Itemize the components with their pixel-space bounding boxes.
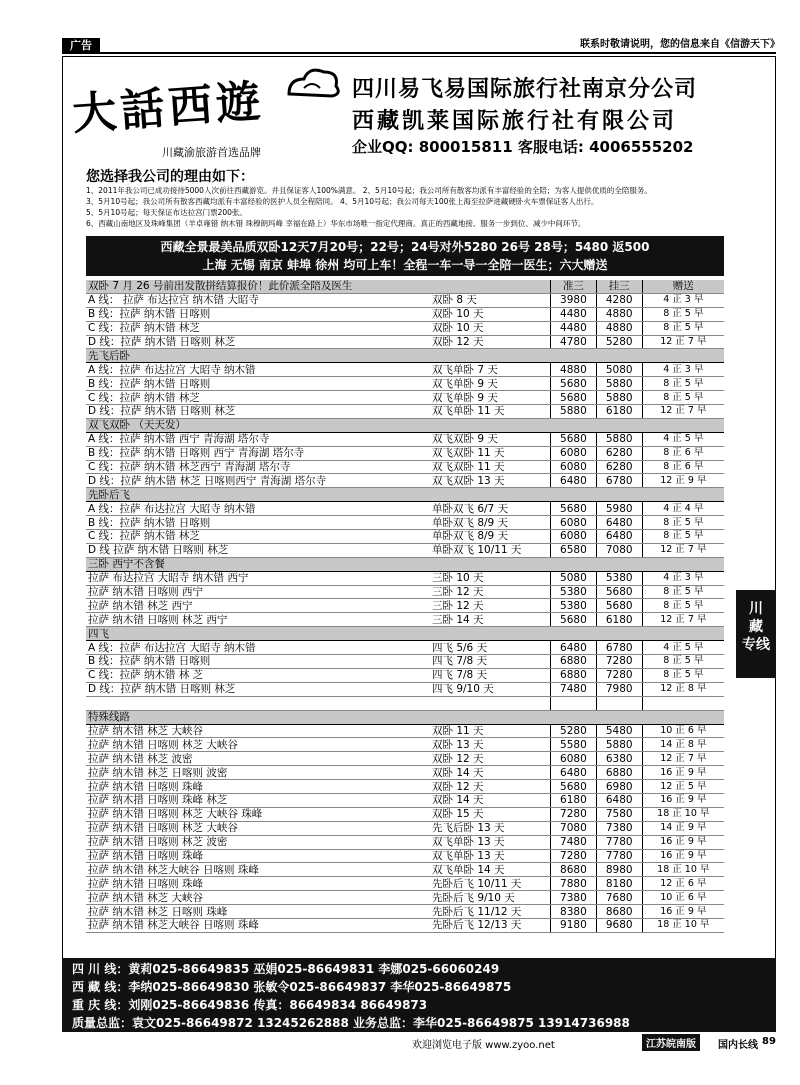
price-zhunsan-cell: 6080 [551,516,597,530]
route-cell: 拉萨 纳木错 林芝 大峡谷 [86,724,430,738]
logo [72,64,344,164]
route-cell: A 线：拉萨 布达拉宫 大昭寺 纳木错 [86,641,430,655]
route-cell: 拉萨 纳木错 林芝 波密 [86,752,430,766]
duration-cell: 先卧后飞 12/13 天 [430,918,551,932]
price-zhunsan-cell: 7080 [551,821,597,835]
duration-cell: 单卧双飞 6/7 天 [430,502,551,516]
reason-line: 3、5月10号起；我公司所有散客西藏均派有丰富经验的医护人员全程陪同。 4、5月10号起；我公司每天100张上海至拉萨进藏硬卧火车票保证客人出行。 [86,197,599,206]
price-zhunsan-cell: 7380 [551,891,597,905]
price-guasan-cell: 5380 [596,571,642,585]
table-row [86,293,724,307]
gift-cell: 8 正 5 早 [642,599,724,613]
price-guasan-cell: 6480 [596,793,642,807]
price-guasan-cell: 5880 [596,377,642,391]
route-cell: A 线：拉萨 布达拉宫 大昭寺 纳木错 [86,363,430,377]
price-zhunsan-cell: 5680 [551,432,597,446]
price-guasan-cell: 5480 [596,724,642,738]
price-zhunsan-cell: 7480 [551,682,597,696]
price-zhunsan-cell: 8680 [551,863,597,877]
section-title: 四飞 [86,627,724,641]
price-guasan-cell: 6780 [596,474,642,488]
route-cell: B 线：拉萨 纳木错 日喀则 [86,655,430,669]
reason-line: 1、2011年我公司已成功接待5000人次前往西藏游览。并且保证客人100%满意。 2、5月10号起；我公司所有散客均派有丰富经验的全陪；为客人提供优质的全陪服务。 [86,186,652,195]
duration-cell: 双飞双卧 13 天 [430,474,551,488]
price-zhunsan-cell: 5880 [551,405,597,419]
footer-website[interactable]: 欢迎浏览电子版 www.zyoo.net [412,1040,555,1051]
route-cell: D 线：拉萨 纳木错 日喀则 林芝 [86,405,430,419]
duration-cell: 双卧 14 天 [430,766,551,780]
route-cell: B 线：拉萨 纳木错 日喀则 [86,516,430,530]
table-row [86,516,724,530]
contact-line: 重 庆 线：刘刚025-86649836 传真：86649834 86649873 [72,998,428,1012]
duration-cell: 先飞后卧 13 天 [430,821,551,835]
price-zhunsan-cell: 6880 [551,655,597,669]
table-row [86,599,724,613]
gift-cell [642,696,724,710]
footer-edition: 江苏皖南版 [642,1034,700,1051]
table-row [86,307,724,321]
duration-cell: 四飞 7/8 天 [430,655,551,669]
price-zhunsan-cell: 5280 [551,724,597,738]
gift-cell: 12 正 7 早 [642,405,724,419]
price-zhunsan-cell: 6080 [551,752,597,766]
section-title: 先卧后飞 [86,488,724,502]
contact-line: 质量总监：袁文025-86649872 13245262888 业务总监：李华025-86649875 13914736988 [72,1016,630,1030]
gift-cell: 8 正 6 早 [642,460,724,474]
gift-cell: 4 正 5 早 [642,432,724,446]
section-header-row [86,418,724,432]
gift-cell: 4 正 3 早 [642,293,724,307]
table-row [86,891,724,905]
duration-cell: 双卧 11 天 [430,724,551,738]
gift-cell: 8 正 6 早 [642,446,724,460]
table-row [86,877,724,891]
route-cell: D 线：拉萨 纳木错 日喀则 林芝 [86,682,430,696]
company-name-1: 四川易飞易国际旅行社南京分公司 [352,77,698,102]
price-guasan-cell: 7580 [596,807,642,821]
price-zhunsan-cell: 9180 [551,918,597,932]
price-guasan-cell: 4880 [596,307,642,321]
route-cell [86,696,430,710]
gift-cell: 4 正 3 早 [642,363,724,377]
table-row [86,613,724,627]
price-zhunsan-cell: 5680 [551,377,597,391]
table-row [86,391,724,405]
duration-cell: 双卧 10 天 [430,321,551,335]
gift-cell: 8 正 5 早 [642,530,724,544]
table-row [86,460,724,474]
price-zhunsan-cell: 6880 [551,668,597,682]
price-guasan-cell: 7980 [596,682,642,696]
table-header-title: 双卧 7 月 26 号前出发散拼结算报价！此价派全陪及医生 [86,280,551,293]
price-zhunsan-cell: 6080 [551,446,597,460]
duration-cell: 双飞单卧 9 天 [430,377,551,391]
price-guasan-cell: 5980 [596,502,642,516]
promo-line-1: 西藏全景最美品质双卧12天7月20号；22号；24号对外5280 26号 28号；5480 返500 [160,240,650,254]
route-cell: C 线：拉萨 纳木错 林 芝 [86,668,430,682]
route-cell: D 线：拉萨 纳木错 林芝 日喀则西宁 青海湖 塔尔寺 [86,474,430,488]
table-row [86,377,724,391]
gift-cell: 14 正 9 早 [642,821,724,835]
footer [62,1034,776,1050]
reason-line: 6、西藏山南地区及珠峰集团（羊卓雍错 纳木错 珠穆朗玛峰 幸福在路上）华东市场唯一指定代理商。真正的西藏地接、服务一步到位、减少中间环节。 [86,219,586,228]
route-cell: 拉萨 纳木错 林芝 日喀则 珠峰 [86,905,430,919]
price-guasan-cell: 6880 [596,766,642,780]
section-header-row [86,557,724,571]
price-zhunsan-cell: 6580 [551,543,597,557]
price-guasan-cell: 6780 [596,641,642,655]
route-cell: 拉萨 纳木错 日喀则 林芝 西宁 [86,613,430,627]
gift-cell: 8 正 5 早 [642,391,724,405]
price-guasan-cell: 8980 [596,863,642,877]
gift-cell: 10 正 6 早 [642,891,724,905]
price-guasan-cell: 6280 [596,460,642,474]
gift-cell: 18 正 10 早 [642,807,724,821]
route-cell: 拉萨 纳木错 日喀则 林芝 大峡谷 [86,738,430,752]
duration-cell: 双飞单卧 11 天 [430,405,551,419]
side-tab [736,590,776,678]
company-name-2: 西藏凯莱国际旅行社有限公司 [352,109,678,134]
gift-cell: 4 正 5 早 [642,641,724,655]
duration-cell: 双飞单卧 9 天 [430,391,551,405]
price-guasan-cell: 5680 [596,599,642,613]
table-row [86,863,724,877]
price-zhunsan-cell: 5680 [551,391,597,405]
price-zhunsan-cell: 6480 [551,766,597,780]
table-header-row [86,280,724,293]
route-cell: D 线 拉萨 纳木错 日喀则 林芝 [86,543,430,557]
gift-cell: 8 正 5 早 [642,668,724,682]
duration-cell: 双飞双卧 11 天 [430,460,551,474]
table-row [86,849,724,863]
route-cell: A 线：拉萨 纳木错 西宁 青海湖 塔尔寺 [86,432,430,446]
contact-line: 西 藏 线：李纳025-86649830 张敏令025-86649837 李华025-86649875 [72,980,512,994]
price-zhunsan-cell: 4480 [551,321,597,335]
route-cell: B 线：拉萨 纳木错 日喀则 西宁 青海湖 塔尔寺 [86,446,430,460]
price-guasan-cell: 8180 [596,877,642,891]
price-guasan-cell: 6180 [596,613,642,627]
table-row [86,752,724,766]
route-cell: 拉萨 纳木错 林芝 日喀则 波密 [86,766,430,780]
section-title: 先飞后卧 [86,349,724,363]
section-header-row [86,488,724,502]
route-cell: 拉萨 纳木错 林芝 大峡谷 [86,891,430,905]
route-cell: C 线：拉萨 纳木错 林芝 [86,530,430,544]
table-row [86,724,724,738]
price-guasan-cell: 7280 [596,655,642,669]
duration-cell: 双飞单卧 14 天 [430,863,551,877]
promo-banner [86,236,724,276]
section-title: 双飞双卧 （天天发） [86,418,724,432]
table-row [86,780,724,794]
duration-cell: 双飞单卧 13 天 [430,835,551,849]
route-cell: A 线： 拉萨 布达拉宫 纳木错 大昭寺 [86,293,430,307]
logo-title: 大話西遊 [70,76,266,141]
duration-cell: 双飞双卧 11 天 [430,446,551,460]
route-cell: 拉萨 纳木错 日喀则 林芝 大峡谷 珠峰 [86,807,430,821]
price-zhunsan-cell: 7880 [551,877,597,891]
price-zhunsan-cell: 7480 [551,835,597,849]
price-guasan-cell: 7780 [596,849,642,863]
price-zhunsan-cell: 4480 [551,307,597,321]
price-guasan-cell: 4880 [596,321,642,335]
price-guasan-cell: 5880 [596,432,642,446]
company-contact: 企业QQ: 800015811 客服电话: 4006555202 [352,138,694,156]
route-cell: A 线：拉萨 布达拉宫 大昭寺 纳木错 [86,502,430,516]
section-header-row [86,710,724,724]
contact-line: 四 川 线：黄莉025-86649835 巫娟025-86649831 李娜025-66060249 [72,962,500,976]
section-header-row [86,627,724,641]
table-row [86,682,724,696]
reason-line: 5、5月10号起；每天保证布达拉宫门票200张。 [86,208,247,217]
price-zhunsan-cell: 4780 [551,335,597,349]
duration-cell: 先卧后飞 10/11 天 [430,877,551,891]
route-cell: C 线：拉萨 纳木错 林芝西宁 青海湖 塔尔寺 [86,460,430,474]
table-row [86,668,724,682]
duration-cell: 先卧后飞 11/12 天 [430,905,551,919]
table-row [86,321,724,335]
duration-cell: 双飞单卧 7 天 [430,363,551,377]
route-cell: 拉萨 纳木措 日喀则 珠峰 林芝 [86,793,430,807]
table-row [86,641,724,655]
gift-cell: 12 正 7 早 [642,335,724,349]
table-row [86,905,724,919]
section-header-row [86,349,724,363]
gift-cell: 12 正 8 早 [642,682,724,696]
table-row [86,835,724,849]
col-header-zhunsan: 准三 [551,280,597,293]
price-guasan-cell: 5680 [596,585,642,599]
price-guasan-cell: 9680 [596,918,642,932]
gift-cell: 16 正 9 早 [642,849,724,863]
side-tab-line: 川 [749,601,763,617]
duration-cell: 双卧 12 天 [430,752,551,766]
table-row [86,918,724,932]
duration-cell: 双卧 10 天 [430,307,551,321]
duration-cell: 双卧 8 天 [430,293,551,307]
route-cell: 拉萨 纳木错 林芝 西宁 [86,599,430,613]
price-zhunsan-cell: 4880 [551,363,597,377]
route-cell: 拉萨 纳木错 日喀则 西宁 [86,585,430,599]
gift-cell: 18 正 10 早 [642,863,724,877]
gift-cell: 8 正 5 早 [642,585,724,599]
logo-subtitle: 川藏渝旅游首选品牌 [162,146,261,159]
duration-cell: 单卧双飞 8/9 天 [430,530,551,544]
route-cell: 拉萨 纳木错 日喀则 珠峰 [86,780,430,794]
duration-cell: 双卧 12 天 [430,335,551,349]
gift-cell: 12 正 7 早 [642,613,724,627]
duration-cell: 双卧 15 天 [430,807,551,821]
gift-cell: 8 正 5 早 [642,516,724,530]
duration-cell: 双飞双卧 9 天 [430,432,551,446]
duration-cell: 双卧 14 天 [430,793,551,807]
price-guasan-cell: 5880 [596,738,642,752]
contacts-panel [62,958,776,1032]
gift-cell: 8 正 5 早 [642,655,724,669]
price-guasan-cell: 7080 [596,543,642,557]
table-row [86,696,724,710]
price-zhunsan-cell: 7280 [551,849,597,863]
price-zhunsan-cell: 8380 [551,905,597,919]
col-header-guasan: 挂三 [596,280,642,293]
col-header-gift: 赠送 [642,280,724,293]
price-guasan-cell [596,696,642,710]
price-zhunsan-cell [551,696,597,710]
gift-cell: 4 正 3 早 [642,571,724,585]
gift-cell: 12 正 7 早 [642,752,724,766]
price-guasan-cell: 6480 [596,516,642,530]
duration-cell: 四飞 5/6 天 [430,641,551,655]
route-cell: 拉萨 纳木错 日喀则 珠峰 [86,877,430,891]
price-zhunsan-cell: 5380 [551,599,597,613]
gift-cell: 8 正 5 早 [642,377,724,391]
gift-cell: 16 正 9 早 [642,766,724,780]
table-row [86,655,724,669]
promo-line-2: 上海 无锡 南京 蚌埠 徐州 均可上车！全程一车一导一全陪一医生；六大赠送 [202,258,608,272]
gift-cell: 8 正 5 早 [642,307,724,321]
price-guasan-cell: 7380 [596,821,642,835]
price-guasan-cell: 5080 [596,363,642,377]
gift-cell: 12 正 9 早 [642,474,724,488]
price-zhunsan-cell: 6480 [551,474,597,488]
price-guasan-cell: 7280 [596,668,642,682]
price-guasan-cell: 6380 [596,752,642,766]
gift-cell: 12 正 7 早 [642,543,724,557]
table-row [86,793,724,807]
gift-cell: 16 正 9 早 [642,835,724,849]
route-cell: C 线：拉萨 纳木错 林芝 [86,391,430,405]
table-row [86,766,724,780]
price-zhunsan-cell: 5080 [551,571,597,585]
table-row [86,432,724,446]
price-zhunsan-cell: 6080 [551,530,597,544]
table-row [86,335,724,349]
route-cell: 拉萨 纳木错 日喀则 珠峰 [86,849,430,863]
section-title: 三卧 西宁不含餐 [86,557,724,571]
ad-tag: 广告 [62,38,100,54]
table-row [86,543,724,557]
page-number: 89 [762,1036,776,1047]
price-guasan-cell: 6180 [596,405,642,419]
duration-cell: 四飞 9/10 天 [430,682,551,696]
price-guasan-cell: 8680 [596,905,642,919]
duration-cell: 双卧 13 天 [430,738,551,752]
table-row [86,571,724,585]
route-cell: 拉萨 纳木错 日喀则 林芝 大峡谷 [86,821,430,835]
price-guasan-cell: 5880 [596,391,642,405]
price-zhunsan-cell: 5680 [551,780,597,794]
price-zhunsan-cell: 3980 [551,293,597,307]
price-table [86,280,724,933]
table-row [86,807,724,821]
duration-cell: 三卧 12 天 [430,585,551,599]
gift-cell: 18 正 10 早 [642,918,724,932]
price-guasan-cell: 4280 [596,293,642,307]
price-guasan-cell: 5280 [596,335,642,349]
table-row [86,363,724,377]
section-title: 特殊线路 [86,710,724,724]
duration-cell: 三卧 10 天 [430,571,551,585]
table-row [86,821,724,835]
duration-cell [430,696,551,710]
side-tab-line: 藏 [749,619,763,635]
price-guasan-cell: 7780 [596,835,642,849]
table-row [86,405,724,419]
price-zhunsan-cell: 5580 [551,738,597,752]
price-guasan-cell: 7680 [596,891,642,905]
route-cell: 拉萨 布达拉宫 大昭寺 纳木错 西宁 [86,571,430,585]
gift-cell: 14 正 8 早 [642,738,724,752]
duration-cell: 三卧 12 天 [430,599,551,613]
price-zhunsan-cell: 5680 [551,613,597,627]
table-row [86,446,724,460]
price-guasan-cell: 6280 [596,446,642,460]
table-row [86,530,724,544]
side-tab-line: 专线 [742,637,770,653]
table-row [86,502,724,516]
price-zhunsan-cell: 6480 [551,641,597,655]
gift-cell: 12 正 6 早 [642,877,724,891]
price-zhunsan-cell: 5380 [551,585,597,599]
duration-cell: 双飞单卧 13 天 [430,849,551,863]
gift-cell: 16 正 9 早 [642,793,724,807]
price-guasan-cell: 6480 [596,530,642,544]
route-cell: B 线：拉萨 纳木错 日喀则 [86,377,430,391]
route-cell: D 线：拉萨 纳木错 日喀则 林芝 [86,335,430,349]
table-row [86,738,724,752]
gift-cell: 16 正 9 早 [642,905,724,919]
gift-cell: 4 正 4 早 [642,502,724,516]
duration-cell: 单卧双飞 8/9 天 [430,516,551,530]
price-zhunsan-cell: 5680 [551,502,597,516]
table-row [86,474,724,488]
duration-cell: 三卧 14 天 [430,613,551,627]
gift-cell: 10 正 6 早 [642,724,724,738]
reasons-title: 您选择我公司的理由如下： [86,169,254,185]
footer-section: 国内长线 [718,1040,758,1051]
duration-cell: 四飞 7/8 天 [430,668,551,682]
route-cell: 拉萨 纳木错 林芝大峡谷 日喀则 珠峰 [86,863,430,877]
price-zhunsan-cell: 6180 [551,793,597,807]
route-cell: 拉萨 纳木错 林芝大峡谷 日喀则 珠峰 [86,918,430,932]
route-cell: B 线：拉萨 纳木错 日喀则 [86,307,430,321]
duration-cell: 单卧双飞 10/11 天 [430,543,551,557]
table-row [86,585,724,599]
route-cell: C 线：拉萨 纳木错 林芝 [86,321,430,335]
price-zhunsan-cell: 6080 [551,460,597,474]
header-note: 联系时敬请说明，您的信息来自《信游天下》 [580,39,780,50]
duration-cell: 双卧 12 天 [430,780,551,794]
gift-cell: 12 正 5 早 [642,780,724,794]
route-cell: 拉萨 纳木错 日喀则 林芝 波密 [86,835,430,849]
price-guasan-cell: 6980 [596,780,642,794]
duration-cell: 先卧后飞 9/10 天 [430,891,551,905]
gift-cell: 8 正 5 早 [642,321,724,335]
price-zhunsan-cell: 7280 [551,807,597,821]
